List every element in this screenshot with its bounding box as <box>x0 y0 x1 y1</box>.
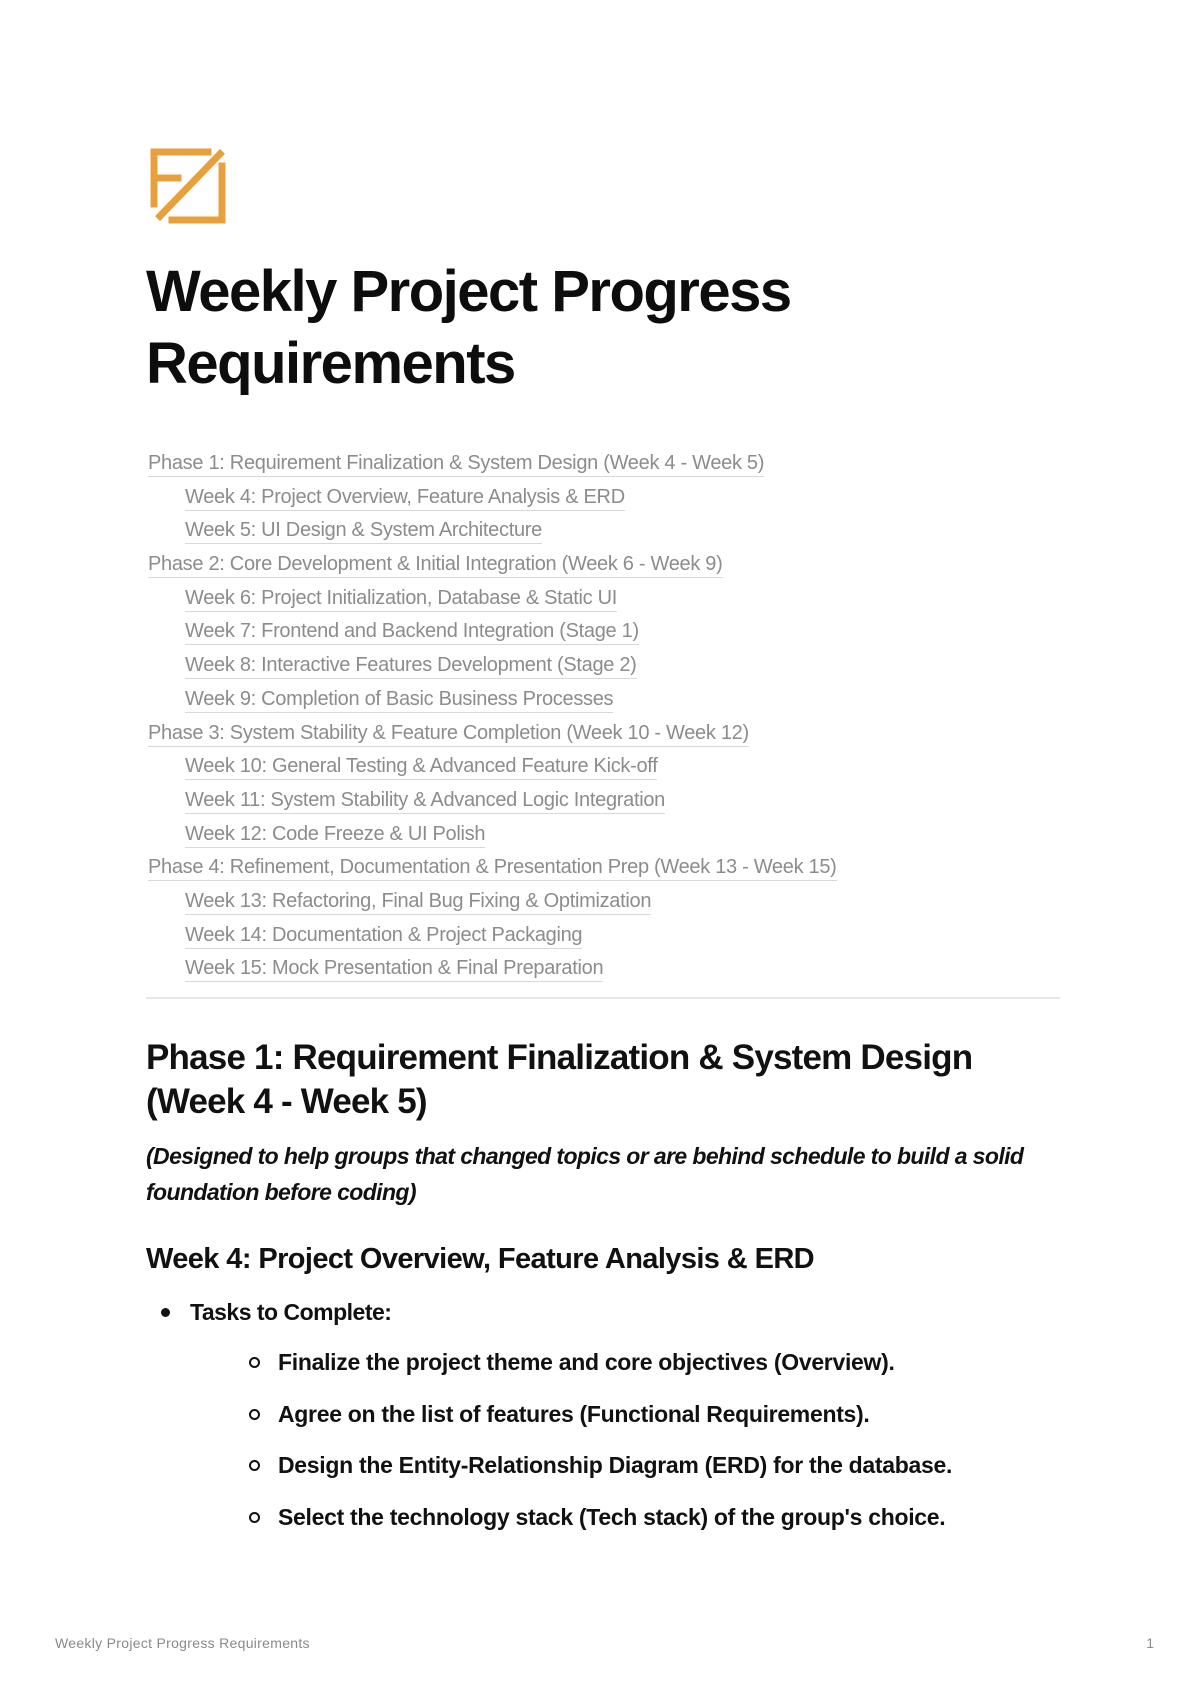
toc-link-week[interactable]: Week 14: Documentation & Project Packaging <box>185 922 582 949</box>
toc-link-week[interactable]: Week 13: Refactoring, Final Bug Fixing & Optimization <box>185 888 651 915</box>
toc-link-week[interactable]: Week 15: Mock Presentation & Final Preparation <box>185 955 603 982</box>
toc-link-week[interactable]: Week 7: Frontend and Backend Integration (Stage 1) <box>185 618 639 645</box>
fz-logo-icon <box>150 148 226 224</box>
task-text: Select the technology stack (Tech stack) of the group's choice. <box>278 1504 946 1531</box>
toc-link-week[interactable]: Week 11: System Stability & Advanced Logic Integration <box>185 787 665 814</box>
task-text: Finalize the project theme and core objectives (Overview). <box>278 1349 895 1375</box>
page-number: 1 <box>1146 1635 1154 1651</box>
task-item <box>190 1396 1066 1448</box>
toc-link-week[interactable]: Week 4: Project Overview, Feature Analysis & ERD <box>185 484 625 511</box>
task-item <box>190 1344 1066 1396</box>
bullet-circle-icon <box>249 1460 260 1471</box>
week-heading: Week 4: Project Overview, Feature Analysis & ERD <box>146 1243 815 1275</box>
footer-title: Weekly Project Progress Requirements <box>55 1635 310 1651</box>
phase-note: (Designed to help groups that changed topics or are behind schedule to build a solid foundation before coding) <box>146 1143 1024 1205</box>
toc-item-phase <box>148 551 1068 585</box>
bullet-disc-icon <box>161 1308 170 1317</box>
toc-item-week <box>148 517 1068 551</box>
task-list <box>146 1294 1066 1551</box>
task-text: Design the Entity-Relationship Diagram (ERD) for the database. <box>278 1452 953 1479</box>
toc-item-week <box>148 484 1068 518</box>
toc-link-week[interactable]: Week 9: Completion of Basic Business Processes <box>185 686 613 713</box>
toc-item-week <box>148 955 1068 989</box>
task-item <box>190 1447 1066 1499</box>
toc-item-phase <box>148 854 1068 888</box>
toc-item-week <box>148 585 1068 619</box>
table-of-contents <box>148 450 1068 989</box>
toc-item-week <box>148 922 1068 956</box>
toc-item-week <box>148 888 1068 922</box>
document-title: Weekly Project Progress Requirements <box>146 259 791 396</box>
toc-item-phase <box>148 450 1068 484</box>
bullet-circle-icon <box>249 1512 260 1523</box>
tasks-label-item <box>146 1294 1066 1551</box>
tasks-label: Tasks to Complete: <box>190 1299 392 1325</box>
toc-link-week[interactable]: Week 12: Code Freeze & UI Polish <box>185 821 485 848</box>
toc-link-week[interactable]: Week 6: Project Initialization, Database & Static UI <box>185 585 617 612</box>
bullet-circle-icon <box>249 1409 260 1420</box>
toc-link-phase[interactable]: Phase 1: Requirement Finalization & System Design (Week 4 - Week 5) <box>148 450 764 477</box>
phase-heading: Phase 1: Requirement Finalization & System Design (Week 4 - Week 5) <box>146 1038 973 1121</box>
toc-item-phase <box>148 720 1068 754</box>
toc-link-phase[interactable]: Phase 4: Refinement, Documentation & Presentation Prep (Week 13 - Week 15) <box>148 854 837 881</box>
toc-link-week[interactable]: Week 5: UI Design & System Architecture <box>185 517 542 544</box>
toc-link-week[interactable]: Week 10: General Testing & Advanced Feature Kick-off <box>185 753 657 780</box>
toc-link-phase[interactable]: Phase 2: Core Development & Initial Integration (Week 6 - Week 9) <box>148 551 723 578</box>
toc-link-week[interactable]: Week 8: Interactive Features Development (Stage 2) <box>185 652 637 679</box>
toc-item-week <box>148 652 1068 686</box>
toc-item-week <box>148 753 1068 787</box>
task-sub-list <box>190 1344 1066 1551</box>
toc-link-phase[interactable]: Phase 3: System Stability & Feature Completion (Week 10 - Week 12) <box>148 720 749 747</box>
task-text: Agree on the list of features (Functional Requirements). <box>278 1400 870 1427</box>
toc-item-week <box>148 618 1068 652</box>
bullet-circle-icon <box>249 1357 260 1368</box>
section-divider <box>146 997 1060 999</box>
toc-item-week <box>148 686 1068 720</box>
task-item <box>190 1499 1066 1551</box>
toc-item-week <box>148 821 1068 855</box>
toc-item-week <box>148 787 1068 821</box>
